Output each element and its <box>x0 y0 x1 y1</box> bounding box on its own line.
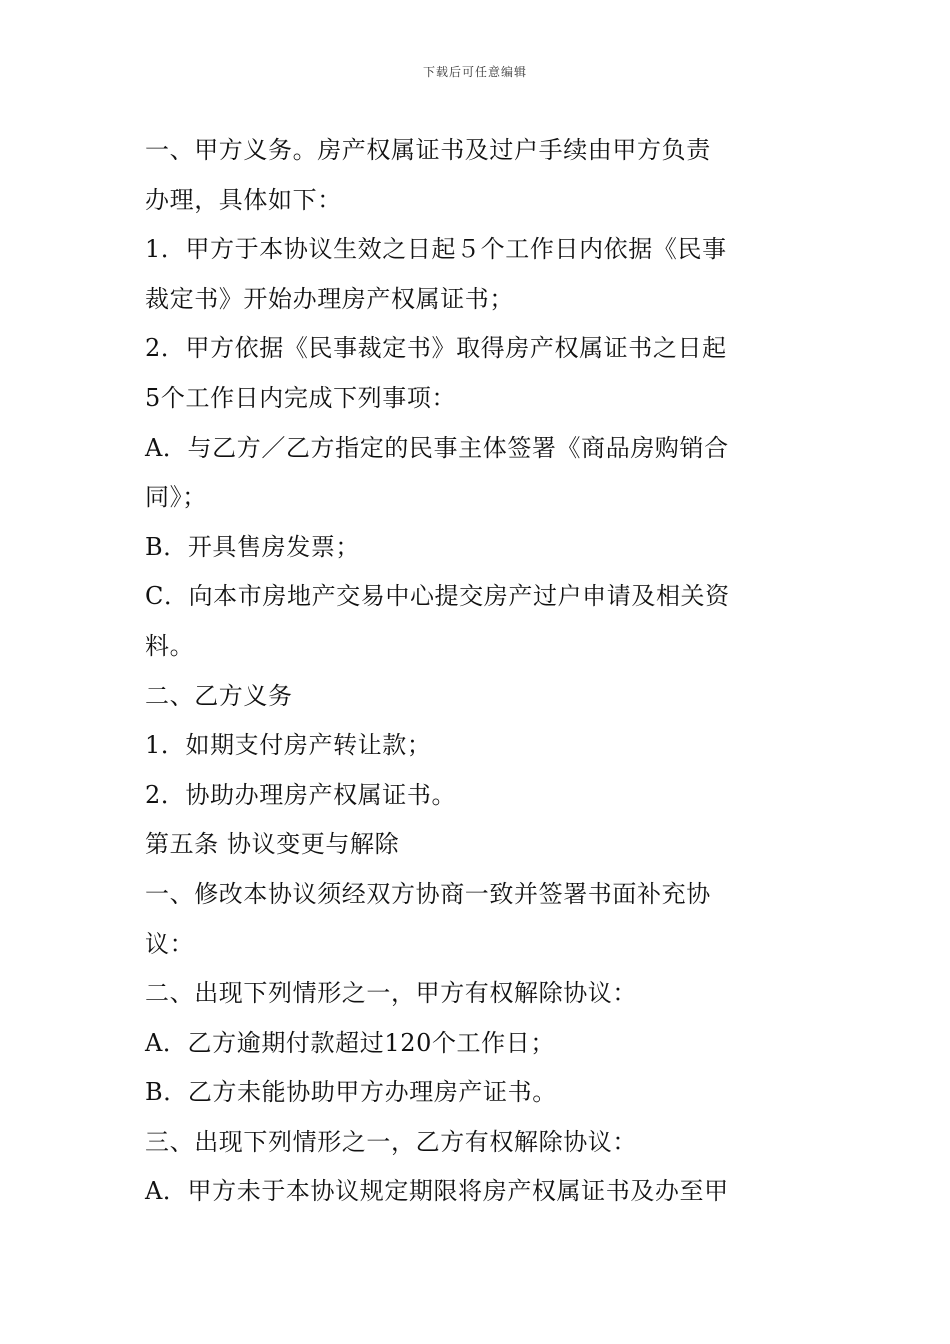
article-heading: 第五条 协议变更与解除 <box>145 830 400 859</box>
paragraph-line: 2．甲方依据《民事裁定书》取得房产权属证书之日起 <box>145 334 727 363</box>
paragraph-line: 三、出现下列情形之一，乙方有权解除协议： <box>145 1127 637 1156</box>
document-body <box>145 126 810 1217</box>
paragraph-line: 1．如期支付房产转让款； <box>145 731 432 760</box>
paragraph-line: 议： <box>145 929 195 958</box>
paragraph-line: 1．甲方于本协议生效之日起５个工作日内依据《民事 <box>145 235 727 264</box>
paragraph-line: 2．协助办理房产权属证书。 <box>145 780 457 809</box>
paragraph-line: B．乙方未能协助甲方办理房产证书。 <box>145 1078 557 1107</box>
paragraph-line: C．向本市房地产交易中心提交房产过户申请及相关资 <box>145 582 730 611</box>
paragraph-line: 一、甲方义务。房产权属证书及过户手续由甲方负责 <box>145 136 711 164</box>
paragraph-line: 料。 <box>145 631 195 660</box>
paragraph-line: 裁定书》开始办理房产权属证书； <box>145 284 514 313</box>
paragraph-line: 一、修改本协议须经双方协商一致并签署书面补充协 <box>145 879 711 908</box>
paragraph-line: B．开具售房发票； <box>145 532 361 561</box>
section-heading: 二、乙方义务 <box>145 681 293 710</box>
paragraph-line: 同》； <box>145 483 207 512</box>
page-header: 下载后可任意编辑 <box>422 65 527 79</box>
paragraph-line: A．甲方未于本协议规定期限将房产权属证书及办至甲 <box>145 1177 729 1206</box>
paragraph-line: A．与乙方／乙方指定的民事主体签署《商品房购销合 <box>145 433 729 462</box>
paragraph-line: 办理，具体如下： <box>145 185 342 214</box>
paragraph-line: A．乙方逾期付款超过120个工作日； <box>145 1028 555 1057</box>
paragraph-line: 5个工作日内完成下列事项： <box>145 383 457 412</box>
paragraph-line: 二、出现下列情形之一，甲方有权解除协议： <box>145 979 637 1008</box>
